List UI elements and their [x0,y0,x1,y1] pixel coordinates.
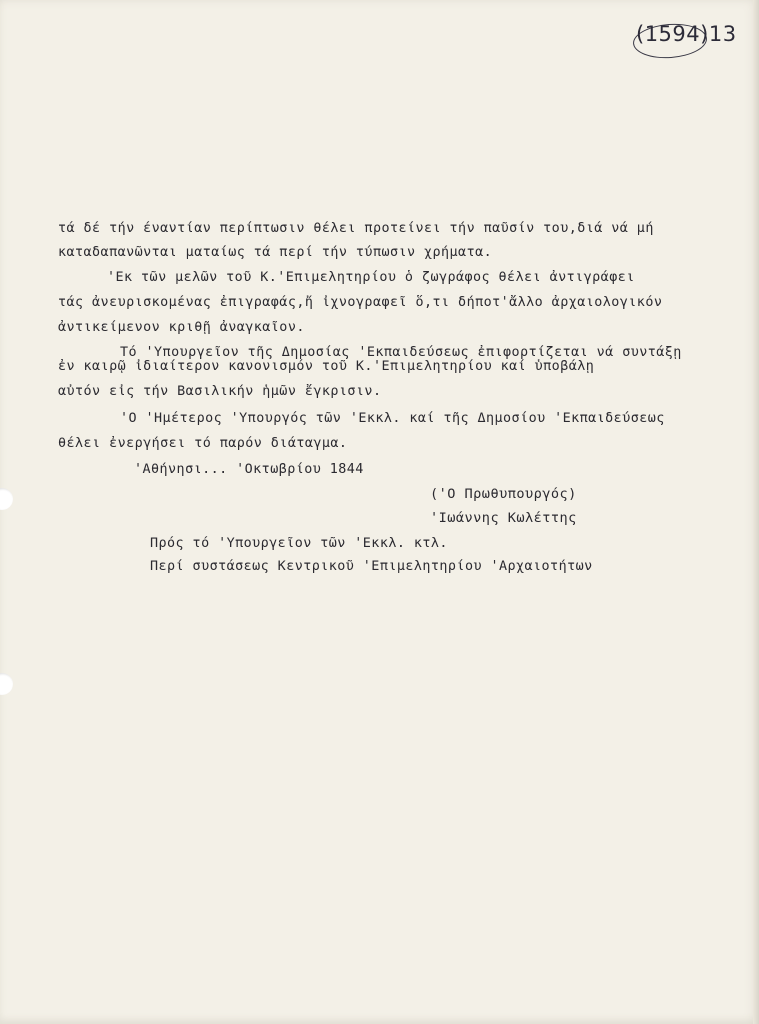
punch-hole [0,488,13,510]
body-line: αὐτόν εἰς τήν Βασιλικήν ἡμῶν ἔγκρισιν. [58,384,382,399]
body-line: ἀντικείμενον κριθῇ ἀναγκαῖον. [58,320,305,335]
reference-number: (1594)13 [636,22,737,46]
body-line: ἐν καιρῷ ἰδιαίτερον κανονισμόν τοῦ Κ.'Επιμελητηρίου καί ὑποβάλῃ [58,359,595,374]
subject-line: Περί συστάσεως Κεντρικοῦ 'Επιμελητηρίου 'Αρχαιοτήτων [150,559,593,574]
body-line: Τό 'Υπουργεῖον τῆς Δημοσίας 'Εκπαιδεύσεως ἐπιφορτίζεται νά συντάξῃ [120,345,682,360]
body-line: 'Εκ τῶν μελῶν τοῦ Κ.'Επιμελητηρίου ὁ ζωγράφος θέλει ἀντιγράφει [107,270,635,285]
body-line: 'Ο 'Ημέτερος 'Υπουργός τῶν 'Εκκλ. καί τῆς Δημοσίου 'Εκπαιδεύσεως [120,411,665,426]
signature-title: ('Ο Πρωθυπουργός) [430,486,577,502]
body-line: τά δέ τήν έναντίαν περίπτωσιν θέλει προτείνει τήν παῦσίν του,διά νά μή [58,221,654,236]
signature-name: 'Ιωάννης Κωλέττης [430,510,577,526]
body-line: καταδαπανῶνται ματαίως τά περί τήν τύπωσιν χρήματα. [58,245,493,260]
date-line: 'Αθήνησι... 'Οκτωβρίου 1844 [134,462,364,477]
page-edge-shadow [753,0,759,1024]
body-line: τάς ἀνευρισκομένας ἐπιγραφάς,ἤ ἰχνογραφεῖ ὅ,τι δήποτ'ἄλλο ἀρχαιολογικόν [58,295,663,310]
body-line: θέλει ἐνεργήσει τό παρόν διάταγμα. [58,436,348,451]
punch-hole [0,673,13,695]
addressee-line: Πρός τό 'Υπουργεῖον τῶν 'Εκκλ. κτλ. [150,536,448,551]
